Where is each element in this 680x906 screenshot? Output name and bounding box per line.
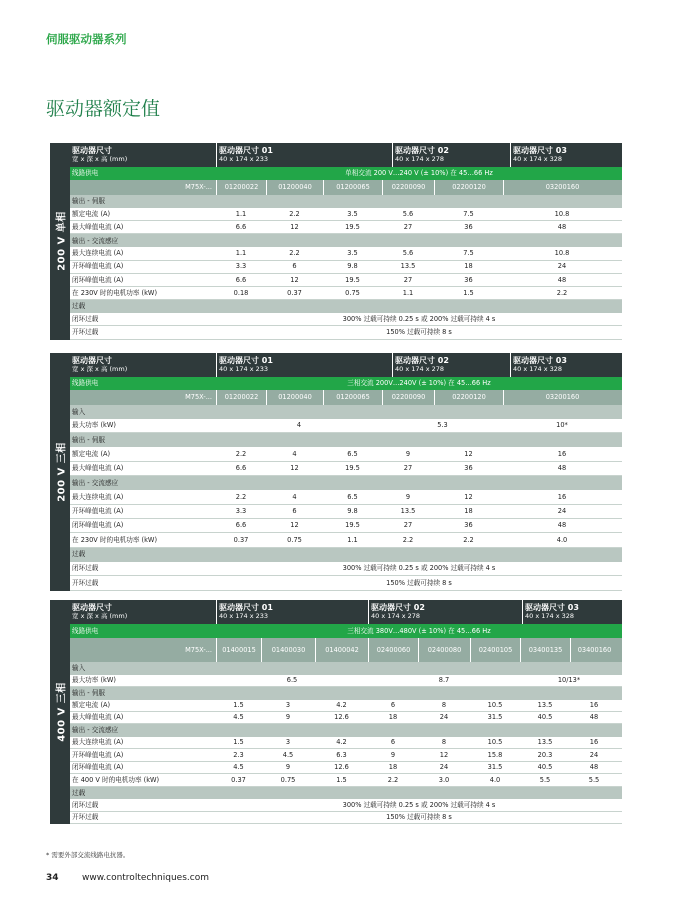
cell-value: 1.1 xyxy=(235,249,247,258)
row-label: 闭环峰值电流 (A) xyxy=(72,521,124,530)
cell-value: 48 xyxy=(589,763,599,772)
table-row xyxy=(70,737,622,749)
frame-size-name: 驱动器尺寸 02 xyxy=(395,146,449,156)
table-row xyxy=(70,749,622,761)
cell-value: 27 xyxy=(403,275,413,284)
cell-value: 0.37 xyxy=(287,288,302,297)
frame-dimensions: 宽 x 深 x 高 (mm) xyxy=(72,365,128,374)
row-label: 开环峰值电流 (A) xyxy=(72,262,124,271)
cell-value: 24 xyxy=(589,750,599,759)
cell-value: 24 xyxy=(557,506,567,515)
cell-value: 48 xyxy=(557,222,567,231)
frame-size-cell xyxy=(216,353,392,377)
table-row xyxy=(70,812,622,824)
cell-value: 3.3 xyxy=(235,506,247,515)
section-title-text: 输出 - 伺服 xyxy=(72,688,105,697)
supply-value: 三相交流 380V…480V (± 10%) 在 45…66 Hz xyxy=(347,626,491,635)
frame-dimensions: 40 x 174 x 328 xyxy=(513,155,563,164)
group-value: 4 xyxy=(296,421,302,430)
cell-value: 12.6 xyxy=(334,713,349,722)
cell-value: 27 xyxy=(403,222,413,231)
cell-value: 12.6 xyxy=(334,763,349,772)
cell-value: 5.5 xyxy=(588,775,600,784)
cell-value: 4 xyxy=(292,449,297,458)
frame-dimensions: 40 x 174 x 328 xyxy=(513,365,563,374)
cell-value: 24 xyxy=(439,763,449,772)
ratings-table xyxy=(70,143,622,340)
model-code: 01200022 xyxy=(216,390,266,405)
cell-value: 12 xyxy=(290,222,299,231)
row-label: 开环峰值电流 (A) xyxy=(72,750,124,759)
cell-value: 16 xyxy=(557,449,567,458)
cell-value: 10.5 xyxy=(487,700,503,709)
group-value: 6.5 xyxy=(286,675,298,684)
cell-value: 18 xyxy=(464,506,473,515)
section-title xyxy=(70,195,622,208)
frame-size-cell xyxy=(510,143,622,167)
cell-value: 36 xyxy=(464,464,473,473)
cell-value: 1.5 xyxy=(336,775,347,784)
frame-size-name: 驱动器尺寸 03 xyxy=(513,356,567,366)
section-title-text: 输入 xyxy=(72,407,86,416)
section-title-text: 过载 xyxy=(72,550,86,559)
section-title-text: 过载 xyxy=(72,788,86,797)
row-label: 最大连续电流 (A) xyxy=(72,738,124,747)
row-label: 额定电流 (A) xyxy=(72,449,111,458)
table-row xyxy=(70,261,622,274)
section-title-text: 过载 xyxy=(72,302,86,311)
cell-value: 6.5 xyxy=(347,492,358,501)
frame-size-name: 驱动器尺寸 xyxy=(72,146,112,156)
cell-value: 12 xyxy=(290,464,299,473)
model-code: 03200160 xyxy=(503,180,621,195)
cell-value: 3 xyxy=(285,738,291,747)
website-link[interactable]: www.controltechniques.com xyxy=(82,873,209,883)
cell-value: 13.5 xyxy=(537,700,553,709)
frame-dimensions: 宽 x 深 x 高 (mm) xyxy=(72,612,128,621)
table-row xyxy=(70,462,622,476)
cell-value: 27 xyxy=(403,464,413,473)
cell-value: 4 xyxy=(292,492,297,501)
table-row xyxy=(70,762,622,774)
table-row xyxy=(70,712,622,724)
frame-size-name: 驱动器尺寸 xyxy=(72,603,112,613)
cell-value: 18 xyxy=(388,763,398,772)
cell-value: 31.5 xyxy=(487,763,503,772)
cell-value: 6.6 xyxy=(235,521,247,530)
cell-value: 9 xyxy=(405,492,411,501)
frame-size-cell xyxy=(70,143,216,167)
voltage-side-label xyxy=(50,353,70,591)
cell-value: 3 xyxy=(285,700,291,709)
model-codes-row xyxy=(70,390,622,405)
table-row xyxy=(70,505,622,519)
cell-value: 12 xyxy=(290,521,299,530)
row-label: 在 230V 时的电机功率 (kW) xyxy=(72,535,158,544)
model-code: 02200120 xyxy=(434,390,503,405)
cell-value: 6.6 xyxy=(235,275,247,284)
frame-size-name: 驱动器尺寸 02 xyxy=(395,356,449,366)
section-title xyxy=(70,787,622,800)
section-title xyxy=(70,662,622,675)
frame-size-cell xyxy=(70,353,216,377)
cell-value: 1.5 xyxy=(233,700,244,709)
frame-size-cell xyxy=(510,353,622,377)
supply-label: 线路供电 xyxy=(72,169,99,178)
cell-value: 48 xyxy=(589,713,599,722)
cell-value: 4.0 xyxy=(489,775,501,784)
row-label: 闭环峰值电流 (A) xyxy=(72,763,124,772)
cell-value: 9 xyxy=(405,449,411,458)
cell-value: 0.37 xyxy=(231,775,246,784)
model-code: 02200090 xyxy=(382,390,434,405)
model-codes-row xyxy=(70,638,622,662)
group-value: 8.7 xyxy=(438,675,450,684)
cell-value: 0.37 xyxy=(233,535,249,544)
row-label: 额定电流 (A) xyxy=(72,700,111,709)
cell-value: 48 xyxy=(557,521,567,530)
cell-value: 5.5 xyxy=(539,775,551,784)
supply-value: 三相交流 200V…240V (± 10%) 在 45…66 Hz xyxy=(347,379,491,388)
cell-value: 24 xyxy=(439,713,449,722)
row-label: 最大连续电流 (A) xyxy=(72,492,124,501)
cell-value: 6 xyxy=(390,700,396,709)
table-row xyxy=(70,700,622,712)
cell-value: 16 xyxy=(589,700,599,709)
row-label: 在 400 V 时的电机功率 (kW) xyxy=(72,775,160,784)
section-title xyxy=(70,234,622,247)
cell-value: 2.2 xyxy=(235,492,247,501)
cell-value: 3.5 xyxy=(347,249,358,258)
cell-value: 9.8 xyxy=(347,506,358,515)
cell-value: 7.5 xyxy=(463,249,474,258)
cell-value: 2.2 xyxy=(402,535,414,544)
cell-value: 9.8 xyxy=(347,262,358,271)
section-title xyxy=(70,687,622,700)
supply-row xyxy=(70,167,622,180)
cell-value: 9 xyxy=(285,713,291,722)
section-title xyxy=(70,724,622,737)
cell-value: 12 xyxy=(464,449,473,458)
model-prefix: M75X-... xyxy=(185,393,212,402)
voltage-side-label xyxy=(50,600,70,824)
model-code: 01200040 xyxy=(266,390,323,405)
group-value: 10/13* xyxy=(557,675,581,684)
voltage-label: 400 V 三相 xyxy=(56,682,68,742)
cell-value: 36 xyxy=(464,521,473,530)
table-row xyxy=(70,519,622,533)
model-codes-row xyxy=(70,180,622,195)
cell-value: 8 xyxy=(441,738,447,747)
cell-value: 1.1 xyxy=(235,209,247,218)
model-code: 01200040 xyxy=(266,180,323,195)
cell-value: 0.75 xyxy=(345,288,360,297)
table-row xyxy=(70,562,622,576)
cell-value: 12 xyxy=(290,275,299,284)
row-label: 开环过载 xyxy=(72,578,99,587)
section-title xyxy=(70,300,622,313)
frame-size-cell xyxy=(216,143,392,167)
cell-value: 2.2 xyxy=(387,775,399,784)
supply-label: 线路供电 xyxy=(72,379,99,388)
cell-value: 10.8 xyxy=(554,209,570,218)
cell-value: 12 xyxy=(439,750,449,759)
row-label: 最大峰值电流 (A) xyxy=(72,464,124,473)
cell-value: 1.1 xyxy=(402,288,414,297)
cell-value: 3.5 xyxy=(347,209,358,218)
frame-size-name: 驱动器尺寸 01 xyxy=(219,146,273,156)
frame-size-cell xyxy=(216,600,368,624)
row-label: 开环峰值电流 (A) xyxy=(72,506,124,515)
table-row xyxy=(70,490,622,504)
cell-value: 40.5 xyxy=(537,763,553,772)
cell-value: 8 xyxy=(441,700,447,709)
table-row xyxy=(70,208,622,221)
table-row xyxy=(70,675,622,687)
cell-value: 27 xyxy=(403,521,413,530)
cell-value: 2.2 xyxy=(556,288,568,297)
cell-value: 13.5 xyxy=(400,506,416,515)
cell-value: 9 xyxy=(390,750,396,759)
frame-size-name: 驱动器尺寸 01 xyxy=(219,603,273,613)
cell-value: 19.5 xyxy=(345,222,360,231)
row-label: 闭环过载 xyxy=(72,564,99,573)
cell-value: 4.5 xyxy=(233,763,244,772)
table-row xyxy=(70,313,622,326)
section-title xyxy=(70,433,622,447)
frame-dimensions: 宽 x 深 x 高 (mm) xyxy=(72,155,128,164)
model-code: 02400060 xyxy=(368,638,418,662)
cell-value: 12 xyxy=(464,492,473,501)
cell-value: 19.5 xyxy=(345,275,360,284)
cell-value: 18 xyxy=(388,713,398,722)
row-span-value: 150% 过载可持续 8 s xyxy=(386,578,452,587)
frame-size-name: 驱动器尺寸 01 xyxy=(219,356,273,366)
table-row xyxy=(70,533,622,547)
voltage-label: 200 V 三相 xyxy=(56,442,68,502)
frame-size-cell xyxy=(392,143,510,167)
section-title-text: 输入 xyxy=(72,664,86,672)
cell-value: 6.6 xyxy=(235,222,247,231)
row-label: 闭环峰值电流 (A) xyxy=(72,275,124,284)
supply-label: 线路供电 xyxy=(72,626,99,635)
model-code: 02400080 xyxy=(418,638,470,662)
frame-size-name: 驱动器尺寸 xyxy=(72,356,112,366)
model-code: 03200160 xyxy=(503,390,621,405)
section-title-text: 输出 - 伺服 xyxy=(72,197,105,206)
cell-value: 15.8 xyxy=(487,750,503,759)
frame-size-name: 驱动器尺寸 03 xyxy=(525,603,579,613)
cell-value: 10.5 xyxy=(487,738,503,747)
model-code: 01400015 xyxy=(216,638,261,662)
cell-value: 0.75 xyxy=(287,535,302,544)
cell-value: 6 xyxy=(292,262,297,271)
row-span-value: 300% 过载可持续 0.25 s 或 200% 过载可持续 4 s xyxy=(342,564,496,573)
frame-size-name: 驱动器尺寸 02 xyxy=(371,603,425,613)
ratings-block xyxy=(50,143,622,340)
table-row xyxy=(70,287,622,300)
section-title xyxy=(70,476,622,490)
cell-value: 31.5 xyxy=(487,713,503,722)
cell-value: 6.6 xyxy=(235,464,247,473)
frame-dimensions: 40 x 174 x 233 xyxy=(219,155,269,164)
cell-value: 19.5 xyxy=(345,464,360,473)
ratings-block xyxy=(50,600,622,824)
model-code: 03400160 xyxy=(570,638,618,662)
frame-size-cell xyxy=(522,600,622,624)
cell-value: 4.5 xyxy=(282,750,294,759)
row-label: 闭环过载 xyxy=(72,800,99,809)
supply-row xyxy=(70,624,622,638)
table-row xyxy=(70,576,622,590)
model-prefix: M75X-... xyxy=(185,183,212,192)
group-value: 5.3 xyxy=(437,421,448,430)
frame-size-cell xyxy=(368,600,522,624)
cell-value: 4.2 xyxy=(336,700,347,709)
cell-value: 1.5 xyxy=(463,288,474,297)
cell-value: 2.2 xyxy=(289,249,300,258)
model-code: 01400030 xyxy=(261,638,315,662)
row-span-value: 150% 过载可持续 8 s xyxy=(386,328,452,337)
cell-value: 6.5 xyxy=(347,449,358,458)
section-header: 伺服驱动器系列 xyxy=(46,32,127,46)
row-label: 开环过载 xyxy=(72,812,99,821)
frame-dimensions: 40 x 174 x 233 xyxy=(219,612,269,621)
frame-size-cell xyxy=(392,353,510,377)
cell-value: 16 xyxy=(589,738,599,747)
table-row xyxy=(70,799,622,811)
section-title-text: 输出 - 伺服 xyxy=(72,436,105,445)
section-title-text: 输出 - 交流感应 xyxy=(72,236,119,245)
row-span-value: 300% 过载可持续 0.25 s 或 200% 过载可持续 4 s xyxy=(342,800,496,809)
cell-value: 24 xyxy=(557,262,567,271)
cell-value: 3.3 xyxy=(235,262,247,271)
cell-value: 3.0 xyxy=(438,775,450,784)
cell-value: 6 xyxy=(390,738,396,747)
ratings-table xyxy=(70,353,622,591)
table-row xyxy=(70,419,622,433)
section-title xyxy=(70,405,622,419)
model-code: 02200090 xyxy=(382,180,434,195)
cell-value: 5.6 xyxy=(402,209,414,218)
cell-value: 2.2 xyxy=(289,209,300,218)
supply-row xyxy=(70,377,622,390)
cell-value: 1.5 xyxy=(233,738,244,747)
cell-value: 4.5 xyxy=(233,713,244,722)
frame-dimensions: 40 x 174 x 278 xyxy=(395,365,445,374)
page-number: 34 xyxy=(46,873,59,883)
cell-value: 0.75 xyxy=(280,775,296,784)
row-label: 最大连续电流 (A) xyxy=(72,249,124,258)
cell-value: 2.2 xyxy=(463,535,474,544)
cell-value: 5.6 xyxy=(402,249,414,258)
row-label: 开环过载 xyxy=(72,328,99,337)
frame-dimensions: 40 x 174 x 278 xyxy=(395,155,445,164)
frame-size-name: 驱动器尺寸 03 xyxy=(513,146,567,156)
cell-value: 40.5 xyxy=(537,713,553,722)
cell-value: 2.3 xyxy=(233,750,244,759)
cell-value: 16 xyxy=(557,492,567,501)
cell-value: 48 xyxy=(557,464,567,473)
model-code: 01200065 xyxy=(323,390,382,405)
cell-value: 6.3 xyxy=(336,750,347,759)
ratings-block xyxy=(50,353,622,591)
footnote: * 需要外部交流线路电抗器。 xyxy=(46,851,130,859)
model-prefix: M75X-... xyxy=(185,645,212,654)
frame-header-row xyxy=(70,600,622,624)
cell-value: 13.5 xyxy=(537,738,553,747)
cell-value: 36 xyxy=(464,275,473,284)
table-row xyxy=(70,326,622,339)
voltage-side-label xyxy=(50,143,70,340)
cell-value: 0.18 xyxy=(233,288,249,297)
frame-dimensions: 40 x 174 x 233 xyxy=(219,365,269,374)
cell-value: 10.8 xyxy=(554,249,570,258)
row-label: 在 230V 时的电机功率 (kW) xyxy=(72,288,158,297)
page-title: 驱动器额定值 xyxy=(46,98,161,120)
cell-value: 1.1 xyxy=(347,535,358,544)
cell-value: 13.5 xyxy=(400,262,416,271)
cell-value: 2.2 xyxy=(235,449,247,458)
model-code: 01200065 xyxy=(323,180,382,195)
row-label: 额定电流 (A) xyxy=(72,209,111,218)
group-value: 10* xyxy=(556,421,568,430)
row-label: 闭环过载 xyxy=(72,314,99,323)
model-code: 02400105 xyxy=(470,638,520,662)
table-row xyxy=(70,774,622,786)
cell-value: 19.5 xyxy=(345,521,360,530)
section-title-text: 输出 - 交流感应 xyxy=(72,478,119,487)
row-label: 最大峰值电流 (A) xyxy=(72,713,124,722)
cell-value: 7.5 xyxy=(463,209,474,218)
voltage-label: 200 V 单相 xyxy=(56,211,68,272)
row-label: 最大功率 (kW) xyxy=(72,421,116,430)
model-code: 03400135 xyxy=(520,638,570,662)
cell-value: 36 xyxy=(464,222,473,231)
cell-value: 20.3 xyxy=(537,750,553,759)
model-code: 01400042 xyxy=(315,638,368,662)
cell-value: 6 xyxy=(292,506,297,515)
table-row xyxy=(70,274,622,287)
frame-dimensions: 40 x 174 x 328 xyxy=(525,612,575,621)
frame-size-cell xyxy=(70,600,216,624)
cell-value: 4.2 xyxy=(336,738,347,747)
table-row xyxy=(70,221,622,234)
cell-value: 48 xyxy=(557,275,567,284)
model-code: 02200120 xyxy=(434,180,503,195)
section-title-text: 输出 - 交流感应 xyxy=(72,726,119,735)
cell-value: 4.0 xyxy=(556,535,568,544)
frame-header-row xyxy=(70,143,622,167)
supply-value: 单相交流 200 V…240 V (± 10%) 在 45…66 Hz xyxy=(345,169,493,178)
section-title xyxy=(70,548,622,562)
row-label: 最大功率 (kW) xyxy=(72,675,116,684)
table-row xyxy=(70,247,622,260)
model-code: 01200022 xyxy=(216,180,266,195)
row-span-value: 150% 过载可持续 8 s xyxy=(386,812,452,821)
row-span-value: 300% 过载可持续 0.25 s 或 200% 过载可持续 4 s xyxy=(342,314,496,323)
table-row xyxy=(70,447,622,461)
cell-value: 9 xyxy=(285,763,291,772)
frame-header-row xyxy=(70,353,622,377)
row-label: 最大峰值电流 (A) xyxy=(72,222,124,231)
cell-value: 18 xyxy=(464,262,473,271)
frame-dimensions: 40 x 174 x 278 xyxy=(371,612,421,621)
ratings-table xyxy=(70,600,622,824)
